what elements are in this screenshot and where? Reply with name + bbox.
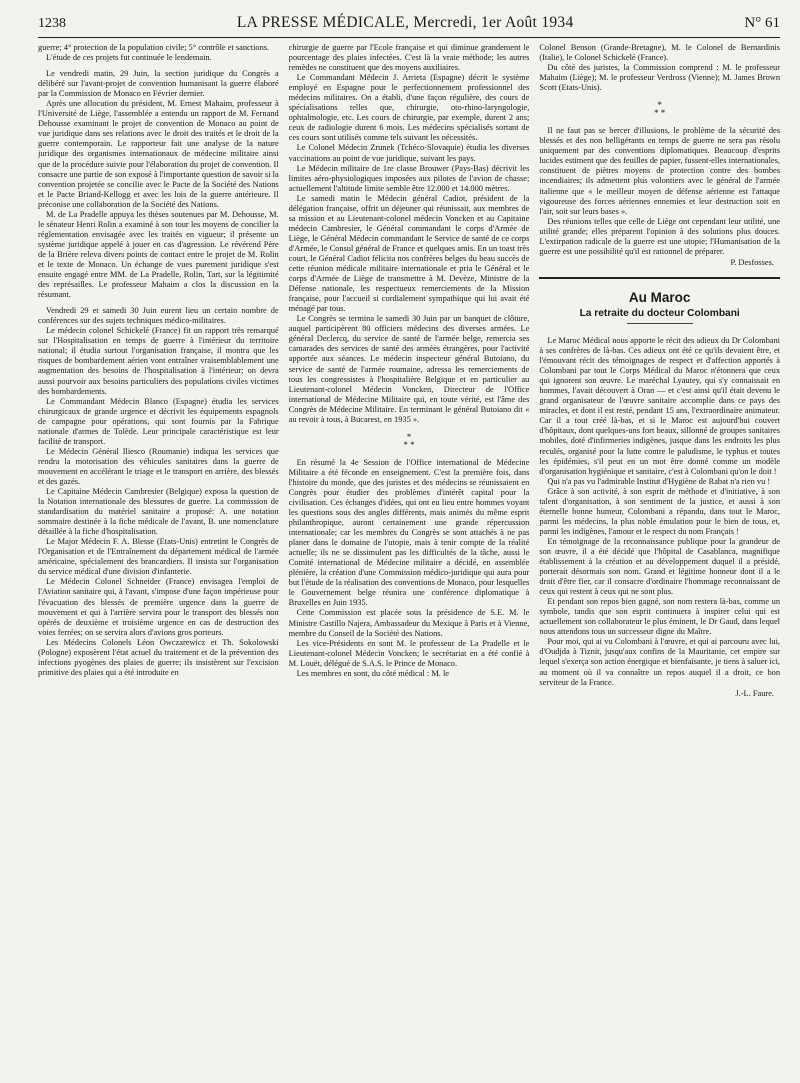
paragraph: Le samedi matin le Médecin général Cadiot, président de la délégation française, offrit un déjeuner qui réunissait, aux membres de sa mission et au Lieutenant-colonel médecin Voncken et au Capitaine médecin Cambresier, le Général commandant le corps d'Armée de Liège, le Général Médecin commandant le Service de santé de ce corps d'Armée, le Consul général de France et quelques amis. En un toast très court, le Général Cadiot félicita nos confrères belges du beau succès de cette réunion médicale militaire internationale et pria le Général et le corps d'Armée de Liège de transmettre à M. Devèze, Ministre de la Défense nationale, les respectueux remerciements de la Mission française, pour l'accueil si cordialement sympathique qui lui avait été ménagé par tous. <box>288 193 530 314</box>
article-columns <box>38 43 780 1083</box>
page-header <box>38 14 780 38</box>
paragraph: Après une allocution du président, M. Ernest Mahaim, professeur à l'Université de Liège, l'assemblée a entendu un rapport de M. Fernand Dehousse examinant le projet de convention de Monaco au point de vue juridique dans ses relations avec le droit des traités et le droit de la guerre contemporain. Le rapporteur fait une analyse de la nature juridique des organismes internationaux de médecine militaire ainsi que de la procédure suivie pour l'élaboration du projet de convention. Il consacre une partie de son exposé à l'importante question de savoir si la convention projetée se concilie avec le Pacte de la Société des Nations et le Pacte Briand-Kellogg et avec les lois de la guerre antérieure. Il préconise une collaboration de la Société des Nations. <box>38 99 279 209</box>
issue-number: N° 61 <box>744 15 780 31</box>
author-signature: P. Desfosses. <box>730 257 775 267</box>
section-title: Au Maroc <box>628 289 691 305</box>
paragraph: chirurgie de guerre par l'Ecole française et qui diminue grandement le pourcentage des plaies infectées. C'est là la vraie méthode; les autres remèdes ne constituent que des moyens auxiliaires. <box>288 43 530 73</box>
paragraph: Pour moi, qui ai vu Colombani à l'œuvre, et qui ai parcouru avec lui, d'Oudjda à Tiznit, jusqu'aux confins de la Mauritanie, cet empire sur lequel s'exerça son action énergique et bienfaisante, je tiens à saluer ici, au moment où il va connaître un repos auquel il a droit, ce bon serviteur de la France. <box>539 637 780 687</box>
paragraph: Les membres en sont, du côté médical : M. le <box>296 668 450 678</box>
paragraph: Le Colonel Médecin Zrunek (Tchéco-Slovaquie) étudia les diverses vaccinations au point de vue juridique, suivant les pays. <box>288 143 530 163</box>
paragraph: Grâce à son activité, à son esprit de méthode et d'initiative, à son talent d'organisation, à son sentiment de la justice, et aussi à son éternelle bonne humeur, Colombani a répandu, dans tout le Maroc, parmi les médecins, la plus noble émulation pour le bien de tous, et, parmi les indigènes, l'amour et le respect du nom Français ! <box>539 486 780 536</box>
paragraph: Le Commandant Médecin J. Arrieta (Espagne) décrit le système employé en Espagne pour le perfectionnement professionnel des médecins militaires. On a établi, d'une façon régulière, des cours de spécialisations telles que, chirurgie, oto-rhino-laryngologie, ophtalmologie, etc. Les cours de chirurgie, par exemple, durent 2 ans; ceux de radiologie durent 6 mois. Les médecins spécialisés sortant de ces cours sont utilisés comme tels suivant les nécessités. <box>288 73 530 143</box>
paragraph: Qui n'a pas vu l'admirable Institut d'Hygiène de Rabat n'a rien vu ! <box>547 476 771 486</box>
journal-title: LA PRESSE MÉDICALE, Mercredi, 1er Août 1934 <box>236 14 574 31</box>
paragraph: Des réunions telles que celle de Liège ont cependant leur utilité, une utilité grande; elles préparent l'opinion à des solutions plus douces. L'extirpation radicale de la guerre est une utopie; l'Humanisation de la guerre est une possibilité qu'il est rationnel de préparer. <box>539 216 780 256</box>
column-2 <box>289 43 530 1083</box>
page-number: 1238 <box>38 16 66 31</box>
section-divider <box>539 277 780 279</box>
paragraph: L'étude de ces projets fut continuée le lendemain. <box>46 53 212 63</box>
paragraph: Le Congrès se termina le samedi 30 Juin par un banquet de clôture, auquel participèrent 80 officiers médecins des diverses armées. Le général Declercq, du service de santé de l'armée belge, remercia ses camarades des services de santé des armées étrangères, pour l'activité apportée aux séances. Le médecin inspecteur général Butoiano, du service de santé de l'armée roumaine, adressa les remerciements de tous les congressistes à l'hospitalière Belgique et en particulier au Lieutenant-colonel Médecin Voncken, Directeur de l'Office international de Médecine Militaire qui, en toute vérité, est l'âme des Congrès de Médecine Militaire. En terminant le général Butoiano dit « au revoir à tous, à Bucarest, en 1935 ». <box>288 314 530 424</box>
paragraph: Les Médecins Colonels Léon Owczarewicz et Th. Sokolowski (Pologne) exposèrent l'état actuel du traitement et de la prévention des infections pyogènes des plaies de guerre; ils insistèrent sur l'excision primitive des plaies qui a été introduite en <box>38 637 279 677</box>
paragraph: Et pendant son repos bien gagné, son nom restera là-bas, comme un symbole, tandis que son esprit continuera à inspirer celui qui est actuellement son collaborateur le plus éminent, le Dr Gaud, dans lequel nous attendons tous un successeur digne du Maître. <box>539 597 780 637</box>
paragraph: Le vendredi matin, 29 Juin, la section juridique du Congrès a délibéré sur l'avant-projet de convention humanisant la guerre élaboré par la Commission de Monaco en Février dernier. <box>38 69 279 99</box>
section-ornament: * * * <box>403 431 415 450</box>
paragraph: Il ne faut pas se bercer d'illusions, le problème de la sécurité des blessés et des non belligérants en temps de guerre ne sera pas résolu uniquement par des conventions diplomatiques. Beaucoup d'esprits lucides estiment que des feuilles de papier, fussent-elles internationales, constituent de piètres moyens de protection contre des bombes incendiaires; ils admettent plus volontiers avec le général de l'armée italienne que « le meilleur moyen de défense aérienne est l'attaque vigoureuse des forces aériennes ennemies et leur destruction soit en l'air, soit sur leurs bases ». <box>539 126 780 216</box>
paragraph: Colonel Benson (Grande-Bretagne), M. le Colonel de Bernardinis (Italie), le Colonel Schickelé (France). <box>539 43 780 63</box>
paragraph: Le Major Médecin F. A. Blesse (Etats-Unis) entretint le Congrès de l'Organisation et de l'Entraînement du département médical de l'armée américaine, spécialement des brancardiers. Il insista sur l'organisation du service médical d'une division d'infanterie. <box>38 537 279 577</box>
paragraph: Le Capitaine Médecin Cambresier (Belgique) exposa la question de la Notation internationale des blessures de guerre. La commission de standardisation du matériel sanitaire a proposé: A. une notation sommaire destinée à la fiche médicale de l'avant, B. une nomenclature détaillée à la fiche d'hospitalisation. <box>38 487 279 537</box>
paragraph: guerre; 4° protection de la population civile; 5° contrôle et sanctions. <box>38 43 270 52</box>
paragraph: Le Médecin Colonel Schneider (France) envisagea l'emploi de l'Aviation sanitaire qui, à l'avant, s'impose d'une façon impérieuse pour l'évacuation des blessés de première urgence dans la guerre de mouvement et qui à l'arrière servira pour le transport des blessés non opérés de deuxième et troisième urgence en cas de destruction des voies ferrées; on se servira alors d'avions gros porteurs. <box>38 577 279 637</box>
paragraph: Le Maroc Médical nous apporte le récit des adieux du Dr Colombani à ses confrères de là-bas. Ces adieux ont été ce qu'ils devaient être, et l'émouvant récit des témoignages de respect et d'affection apportés à Colombani par tout le Corps Médical du Maroc n'étonnera que ceux qui ignorent son œuvre. Le maréchal Lyautey, qui s'y connaissait en hommes, l'avait découvert à Oran — et c'est ainsi qu'il était devenu le grand organisateur de l'œuvre sanitaire accomplie dans ce pays des miracles, et dont il est resté, pendant 15 ans, l'extraordinaire animateur. Car il a tout créé là-bas, et si le Maroc est aujourd'hui couvert d'hôpitaux, dont quelques-uns fort beaux, sillonné de groupes sanitaires mobiles, doté d'infirmeries indigènes, jusque dans les endroits les plus reculés, organisé pour la lutte contre le paludisme, le typhus et toutes les épidémies, s'il peut en un mot être donné comme un modèle d'organisation hygiénique et sanitaire, c'est à Colombani qu'on le doit ! <box>539 335 780 476</box>
paragraph: Vendredi 29 et samedi 30 Juin eurent lieu un certain nombre de conférences sur des sujets techniques médico-militaires. <box>38 306 279 326</box>
column-1 <box>38 43 279 1083</box>
column-3 <box>539 43 780 1083</box>
paragraph: En témoignage de la reconnaissance publique pour la grandeur de son œuvre, il a été décidé que l'hôpital de Casablanca, magnifique établissement à la création et au développement duquel il a présidé, porterait désormais son nom. Grand et légitime honneur dont il a le droit d'être fier, car il consacre d'ordinaire l'hommage reconnaissant de ceux qui restent à ceux qui ne sont plus. <box>539 536 780 597</box>
paragraph: Le Médecin Général Iliesco (Roumanie) indiqua les services que rendra la motorisation des véhicules sanitaires dans la guerre de mouvement en accélérant le triage et le transport en arrière, des blessés et des gazés. <box>38 446 279 486</box>
paragraph: Les vice-Présidents en sont M. le professeur de La Pradelle et le Lieutenant-colonel Médecin Voncken; le secrétariat en a été confié à M. Louët, délégué de S.A.S. le Prince de Monaco. <box>288 638 530 668</box>
paragraph: Du côté des juristes, la Commission comprend : M. le professeur Mahaim (Liège); M. le professeur Verdross (Vienne); M. James Brown Scott (Etats-Unis). <box>539 63 780 93</box>
paragraph: M. de La Pradelle appuya les thèses soutenues par M. Dehousse, M. le sénateur Henri Rolin a examiné à son tour les moyens de concilier la réglementation envisagée avec les traités en vigueur; il présente un système juridique appelé à jouer en cas d'agression. Le révérend Père de la Brière releva divers points de contact entre le projet de M. Rolin et le texte de Monaco. Un échange de vues purement juridique s'est ensuite engagé entre MM. de La Pradelle, Rolin, Tart, sur la légitimité des représailles. Le professeur Mahaim a clos la discussion en la résumant. <box>38 209 279 300</box>
paragraph: Le Commandant Médecin Blanco (Espagne) étudia les services chirurgicaux de grande urgence et décrivit les équipements espagnols de campagne pour opérations, qui sont fournis par la Fabrique nationale d'armes de Tolède. Leur principale caractéristique est leur facilité de transport. <box>38 396 279 446</box>
author-signature: J.-L. Faure. <box>735 688 775 698</box>
article-title: La retraite du docteur Colombani <box>539 309 780 324</box>
paragraph: Le Médecin militaire de 1re classe Brouwer (Pays-Bas) décrivit les limites aéro-physiologiques imposées aux pilotes de l'avion de chasse; actuellement l'altitude limite semble être 12.000 et 14.000 mètres. <box>288 163 530 193</box>
paragraph: Cette Commission est placée sous la présidence de S.E. M. le Ministre Castillo Najera, Ambassadeur du Mexique à Paris et à Vienne, membre du Conseil de la Société des Nations. <box>288 608 530 638</box>
paragraph: Le médecin colonel Schickelé (France) fit un rapport très remarqué sur l'Hospitalisation en temps de guerre à l'intérieur du territoire national; il étudia surtout l'organisation française, il montra que les risques de bombardement aérien vont entraîner vraisemblablement une augmentation des besoins de l'hospitalisation à l'intérieur; on devra aussi pourvoir aux besoins particuliers des populations civiles victimes des bombardements. <box>38 326 279 396</box>
section-ornament: * * * <box>654 100 666 119</box>
paragraph: En résumé la 4e Session de l'Office international de Médecine Militaire a été féconde en enseignement. C'est la première fois, dans l'histoire du monde, que des juristes et des médecins se réunissaient en Congrès pour étudier des problèmes d'intérêt capital pour la civilisation. Ces échanges d'idées, qui ont eu lieu entre hommes voyant les questions sous des angles différents, mais animés du même esprit philanthropique, auront certainement une grande répercussion internationale; car les membres du Congrès se sont attachés à ne pas planer dans le domaine de l'utopie, mais à tenir compte de la réalité actuelle; ils ne se dissimulent pas les difficultés de la tâche, aussi le Comité international de Médecine militaire a décidé, en assemblée plénière, la création d'une Commission médico-juridique qui aura pour but l'étude de la réalisation des conventions de Monaco, pour lesquelles le Gouvernement belge réunira une conférence diplomatique à Bruxelles en Juin 1935. <box>288 457 530 608</box>
